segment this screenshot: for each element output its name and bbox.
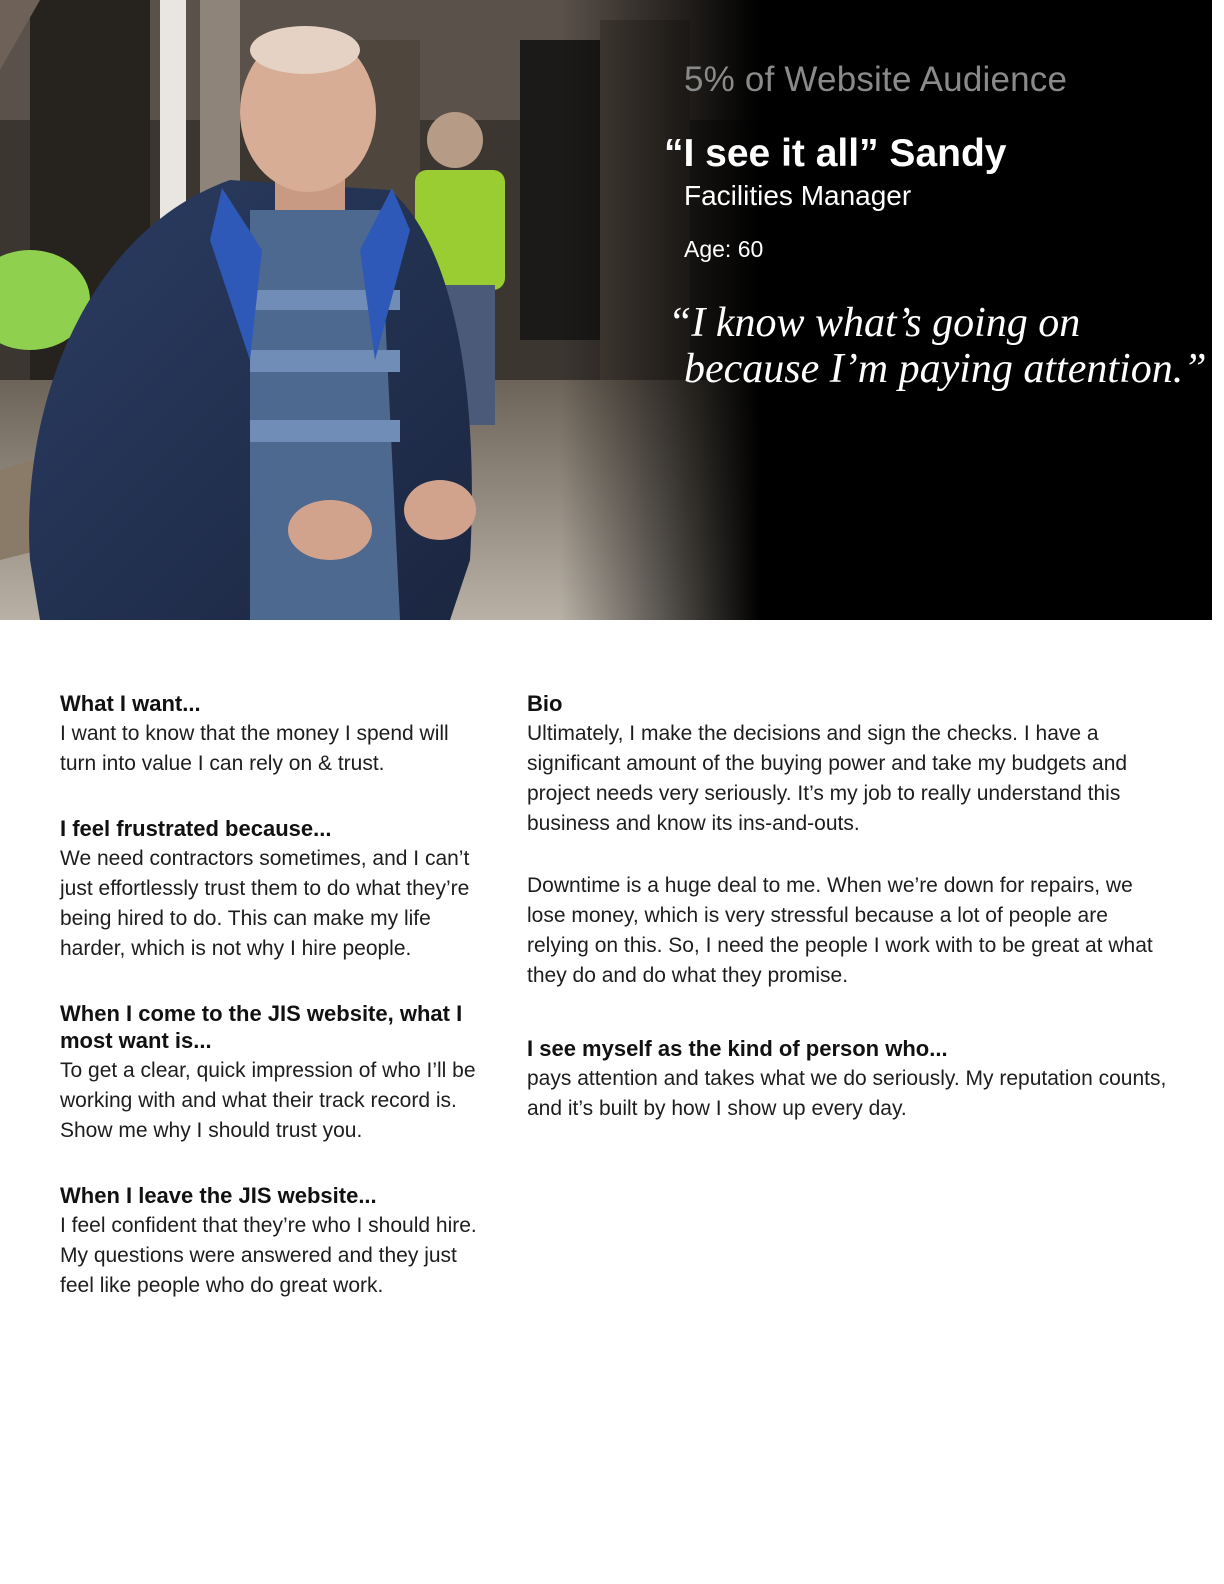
bio-paragraph-2: Downtime is a huge deal to me. When we’re down for repairs, we lose money, which is very stressful because a lot of people are relying on this. So, I need the people I work with to be great at what they do and do what they promise. (527, 874, 1153, 987)
persona-age: Age: 60 (684, 236, 764, 262)
section-frustrated (60, 815, 480, 964)
bio-paragraph-1: Ultimately, I make the decisions and sign the checks. I have a significant amount of the buying power and take my budgets and project needs very seriously. It’s my job to really understand this business and know its ins-and-outs. (527, 722, 1128, 835)
persona-quote (668, 300, 1207, 392)
section-heading: I feel frustrated because... (60, 816, 332, 841)
persona-summary (664, 0, 1212, 620)
right-column (527, 690, 1167, 1124)
section-what-i-want (60, 690, 480, 779)
section-body: I want to know that the money I spend will turn into value I can rely on & trust. (60, 722, 449, 775)
audience-share: 5% of Website Audience (684, 60, 1068, 99)
section-come-to-site (60, 1000, 480, 1146)
section-body: We need contractors sometimes, and I can’t just effortlessly trust them to do what they’re being hired to do. This can make my life harder, which is not why I hire people. (60, 847, 470, 960)
section-heading: I see myself as the kind of person who... (527, 1036, 948, 1061)
persona-photo (0, 0, 760, 620)
section-self-image (527, 1035, 1167, 1124)
persona-name: “I see it all” Sandy (664, 132, 1007, 175)
persona-role: Facilities Manager (684, 180, 912, 211)
section-body: pays attention and takes what we do seriously. My reputation counts, and it’s built by how I show up every day. (527, 1067, 1167, 1120)
section-body: To get a clear, quick impression of who I’ll be working with and what their track record is. Show me why I should trust you. (60, 1059, 476, 1142)
section-heading: What I want... (60, 691, 201, 716)
section-heading: When I leave the JIS website... (60, 1183, 377, 1208)
section-bio (527, 690, 1167, 991)
persona-hero (0, 0, 1212, 620)
section-heading: When I come to the JIS website, what I most want is... (60, 1001, 463, 1053)
section-heading: Bio (527, 691, 563, 716)
section-body: I feel confident that they’re who I should hire. My questions were answered and they just feel like people who do great work. (60, 1214, 477, 1297)
section-leave-site (60, 1182, 480, 1301)
quote-line-2: because I’m paying attention.” (684, 346, 1207, 392)
quote-line-1: “I know what’s going on (668, 300, 1081, 346)
left-column (60, 690, 480, 1301)
